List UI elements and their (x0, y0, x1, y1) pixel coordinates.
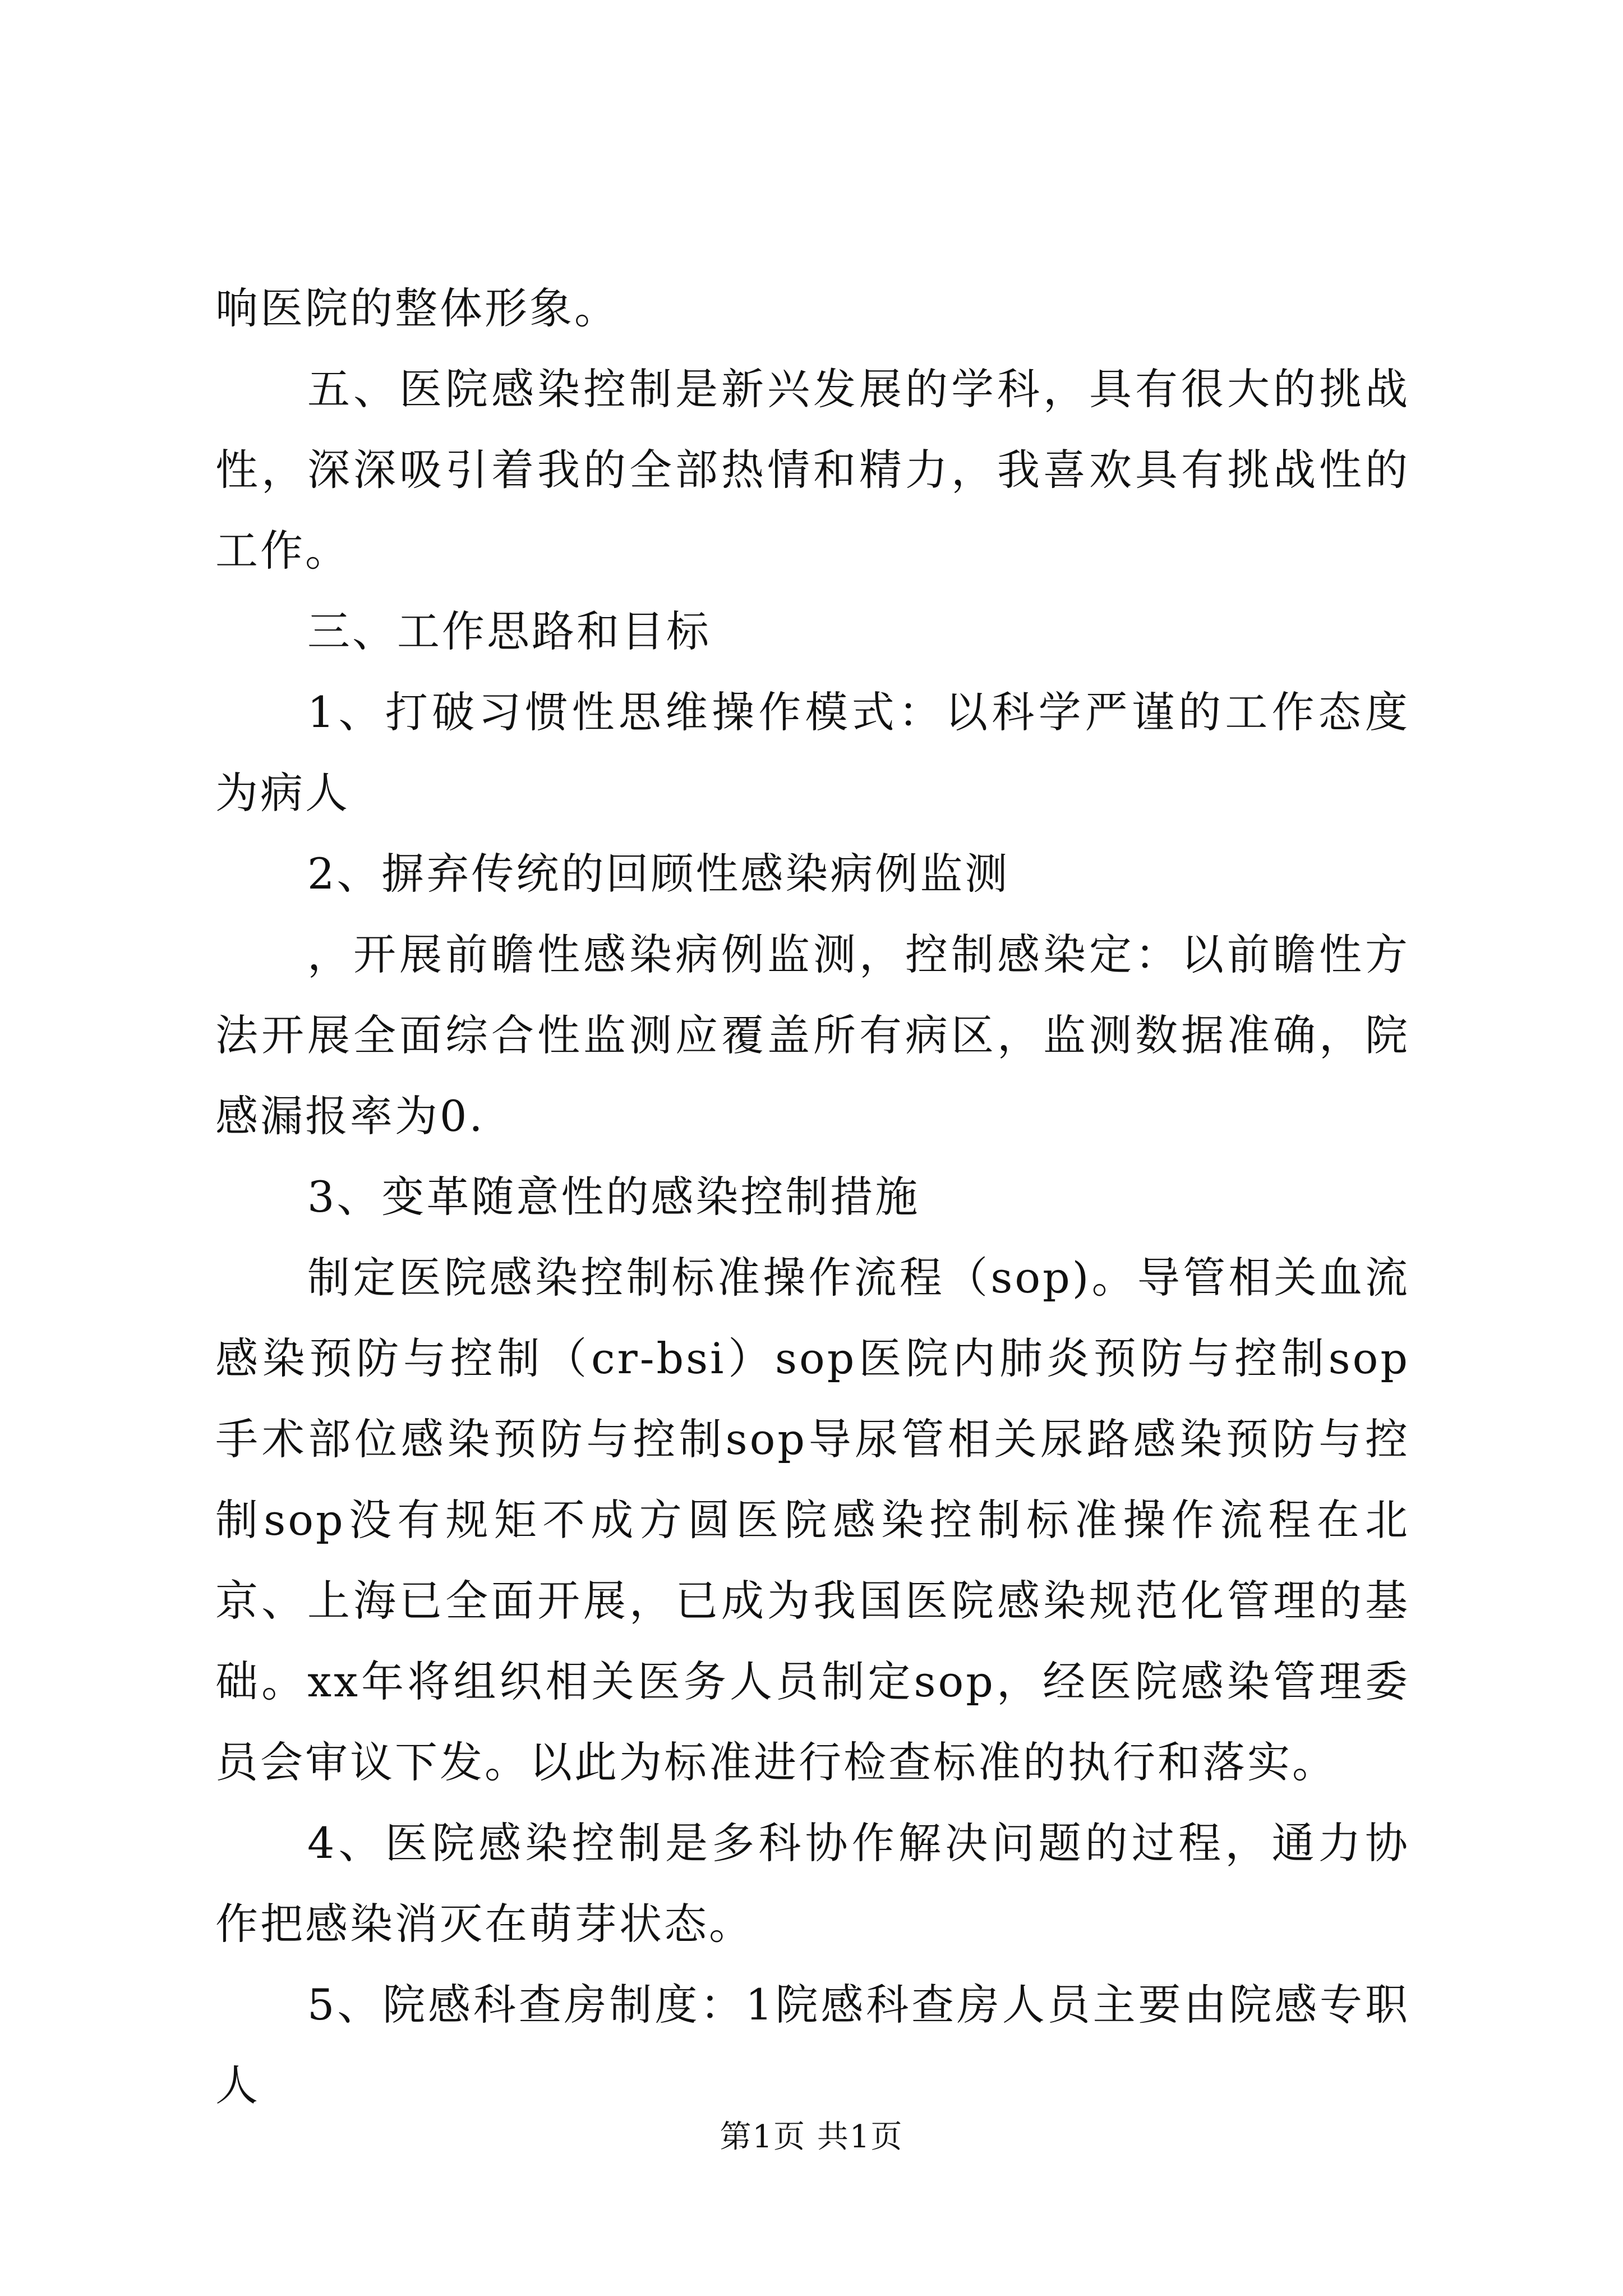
paragraph: 5、院感科查房制度：1院感科查房人员主要由院感专职人 (215, 1980, 1410, 2110)
paragraph: 五、医院感染控制是新兴发展的学科，具有很大的挑战性，深深吸引着我的全部热情和精力，我喜欢具有挑战性的工作。 (215, 364, 1410, 576)
paragraph: 4、医院感染控制是多科协作解决问题的过程，通力协作把感染消灭在萌芽状态。 (215, 1818, 1410, 1949)
paragraph: 1、打破习惯性思维操作模式：以科学严谨的工作态度为病人 (215, 687, 1410, 818)
paragraph: 2、摒弃传统的回顾性感染病例监测 (307, 849, 1010, 899)
document-body (215, 268, 1410, 2126)
section-heading: 三、工作思路和目标 (307, 606, 711, 656)
paragraph: 响医院的整体形象。 (215, 283, 619, 333)
paragraph: 3、变革随意性的感染控制措施 (307, 1172, 920, 1222)
page-footer: 第1页 共1页 (720, 2119, 903, 2155)
paragraph: 制定医院感染控制标准操作流程（sop)。导管相关血流感染预防与控制（cr-bsi）sop医院内肺炎预防与控制sop手术部位感染预防与控制sop导尿管相关尿路感染预防与控制sop没有规矩不成方圆医院感染控制标准操作流程在北京、上海已全面开展，已成为我国医院感染规范化管理的基础。xx年将组织相关医务人员制定sop，经医院感染管理委员会审议下发。以此为标准进行检查标准的执行和落实。 (215, 1253, 1410, 1787)
paragraph: ，开展前瞻性感染病例监测，控制感染定：以前瞻性方法开展全面综合性监测应覆盖所有病区，监测数据准确，院感漏报率为0. (215, 930, 1410, 1141)
